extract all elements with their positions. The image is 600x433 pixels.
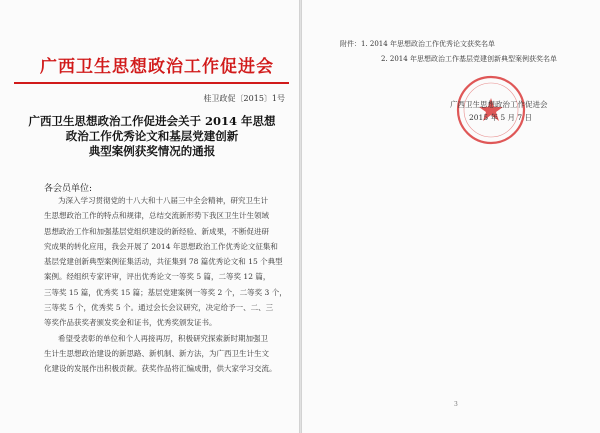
notice-title-line: 政治工作优秀论文和基层党建创新 (65, 129, 239, 143)
attachment-item: 2. 2014 年思想政治工作基层党建创新典型案例获奖名单 (381, 55, 557, 63)
body-line: 究成果的转化应用，我会开展了 2014 年思想政治工作优秀论文征集和 (44, 241, 278, 251)
body-line: 思想政治工作和加强基层党组织建设的新经验、新成果，不断促进研 (44, 226, 269, 236)
body-paragraph-1 (44, 193, 288, 331)
attachment-item (340, 37, 557, 52)
salutation: 各会员单位: (44, 184, 93, 194)
official-seal-icon (455, 74, 527, 146)
letterhead-org-name: 广西卫生思想政治工作促进会 (40, 57, 274, 77)
signature-org: 广西卫生思想政治工作促进会 (450, 100, 548, 109)
body-line: 三等奖 5 个，优秀奖 5 个。通过会长会议研究，决定给予一、二、三 (44, 303, 274, 313)
body-line: 三等奖 15 篇，优秀奖 15 篇；基层党建案例一等奖 2 个，二等奖 3 个， (44, 287, 287, 297)
body-line: 基层党建创新典型案例征集活动，共征集到 78 篇优秀论文和 15 个典型 (44, 257, 283, 267)
body-paragraph-2 (44, 331, 288, 377)
page-number: 3 (454, 401, 458, 408)
attachment-label: 附件： (340, 40, 361, 48)
letterhead-red-rule (14, 82, 289, 84)
notice-title (28, 114, 276, 159)
document-page-1 (0, 0, 299, 433)
body-line: 生计生思想政治建设的新思路、新机制、新方法，为广西卫生计生文 (44, 348, 269, 358)
notice-title-line: 典型案例获奖情况的通报 (88, 144, 216, 158)
signature-date: 2015 年 5 月 7 日 (469, 113, 533, 122)
body-line: 案例。经组织专家评审，评出优秀论文一等奖 5 篇，二等奖 12 篇， (44, 272, 271, 282)
notice-body (44, 193, 288, 377)
body-line: 生思想政治工作的特点和规律，总结交流新形势下我区卫生计生领域 (44, 211, 269, 221)
body-line: 化建设的发展作出积极贡献。获奖作品将汇编成册，供大家学习交流。 (44, 364, 277, 374)
body-line: 为深入学习贯彻党的十八大和十八届三中全会精神，研究卫生计 (58, 196, 268, 205)
body-line: 希望受表彰的单位和个人再接再厉，积极研究探索新时期加强卫 (58, 333, 268, 343)
document-number: 桂卫政促〔2015〕1号 (203, 94, 285, 103)
body-line: 等奖作品获奖者颁发奖金和证书，优秀奖颁发证书。 (44, 318, 217, 328)
notice-title-line: 广西卫生思想政治工作促进会关于 2014 年思想 (28, 114, 276, 128)
attachment-item-text: 1. 2014 年思想政治工作优秀论文获奖名单 (361, 40, 495, 48)
attachment-list (340, 37, 557, 67)
